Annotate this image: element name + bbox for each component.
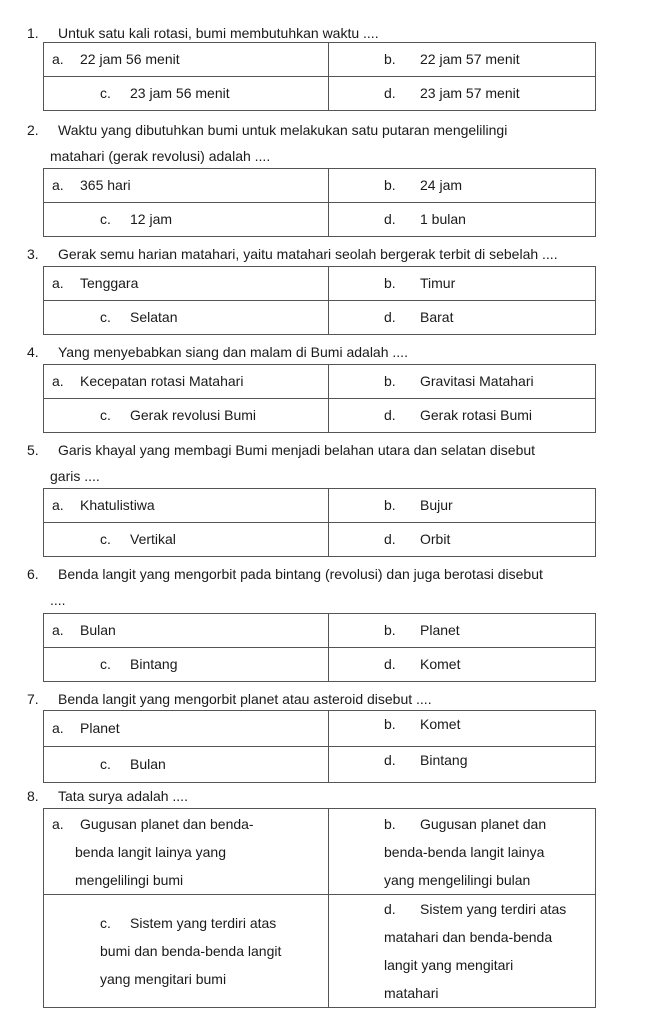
option-d[interactable] — [329, 526, 595, 553]
option-a-text: Planet — [80, 720, 120, 736]
question-text — [50, 437, 618, 489]
question-text-line2: .... — [50, 592, 66, 608]
option-a[interactable] — [44, 270, 328, 297]
option-a-text: 22 jam 56 menit — [80, 51, 180, 67]
option-b-text: Bujur — [420, 497, 453, 513]
option-a[interactable] — [44, 617, 328, 644]
option-b[interactable] — [329, 711, 595, 738]
option-c[interactable] — [44, 651, 328, 678]
option-c-line: yang mengitari bumi — [100, 971, 227, 987]
option-b-line: yang mengelilingi bulan — [384, 872, 531, 888]
option-letter: b. — [384, 497, 396, 513]
option-a[interactable] — [44, 172, 328, 199]
option-letter: b. — [384, 177, 396, 193]
option-a[interactable] — [44, 368, 328, 395]
question-text-line1: Garis khayal yang membagi Bumi menjadi belahan utara dan selatan disebut — [58, 442, 536, 458]
option-letter: b. — [384, 373, 396, 389]
option-b-text: 22 jam 57 menit — [420, 51, 520, 67]
option-a-text: Kecepatan rotasi Matahari — [80, 373, 244, 389]
question-text — [50, 561, 618, 613]
option-letter: d. — [384, 656, 396, 672]
option-letter: a. — [52, 275, 64, 291]
option-c-text: 12 jam — [130, 211, 173, 227]
question-text: Tata surya adalah .... — [58, 788, 188, 804]
question-text-line1: Waktu yang dibutuhkan bumi untuk melakukan satu putaran mengelilingi — [58, 122, 508, 138]
option-d-line: matahari dan benda-benda — [384, 929, 553, 945]
question-text-line2: garis .... — [50, 468, 100, 484]
option-d-text: 23 jam 57 menit — [420, 85, 520, 101]
question-number: 3. — [27, 246, 39, 262]
option-c-text: Gerak revolusi Bumi — [130, 407, 257, 423]
question-text — [50, 117, 618, 169]
option-letter: c. — [100, 309, 111, 325]
option-b-text: Timur — [420, 275, 456, 291]
option-letter: a. — [52, 497, 64, 513]
option-b-text: Gravitasi Matahari — [420, 373, 534, 389]
question-text: Benda langit yang mengorbit planet atau asteroid disebut .... — [58, 691, 432, 707]
options-table — [43, 42, 596, 111]
option-letter: d. — [384, 901, 396, 917]
question-text: Yang menyebabkan siang dan malam di Bumi adalah .... — [58, 344, 408, 360]
option-letter: a. — [52, 373, 64, 389]
option-a[interactable] — [44, 492, 328, 519]
question-number: 5. — [27, 442, 39, 458]
question-text: Untuk satu kali rotasi, bumi membutuhkan waktu .... — [58, 25, 379, 41]
option-letter: c. — [100, 915, 111, 931]
option-a-line: mengelilingi bumi — [75, 872, 184, 888]
option-letter: d. — [384, 531, 396, 547]
question-number: 4. — [27, 344, 39, 360]
option-c[interactable] — [44, 304, 328, 331]
option-d[interactable] — [329, 747, 595, 774]
option-b-line: benda-benda langit lainya — [384, 844, 545, 860]
option-b[interactable] — [329, 368, 595, 395]
option-letter: b. — [384, 275, 396, 291]
option-b-text: Komet — [420, 716, 461, 732]
option-a[interactable] — [44, 46, 328, 73]
question-number: 7. — [27, 691, 39, 707]
option-c-text: Vertikal — [130, 531, 176, 547]
option-letter: c. — [100, 407, 111, 423]
option-letter: c. — [100, 656, 111, 672]
option-d[interactable] — [329, 206, 595, 233]
option-letter: a. — [52, 622, 64, 638]
option-letter: b. — [384, 816, 396, 832]
option-a-text: Khatulistiwa — [80, 497, 155, 513]
option-a-text: Bulan — [80, 622, 116, 638]
option-letter: c. — [100, 211, 111, 227]
options-table — [43, 266, 596, 335]
option-d[interactable] — [329, 80, 595, 107]
option-d-text: Komet — [420, 656, 461, 672]
option-letter: a. — [52, 51, 64, 67]
option-c[interactable] — [44, 751, 328, 778]
options-table — [43, 364, 596, 433]
option-letter: b. — [384, 622, 396, 638]
question-number: 6. — [27, 566, 39, 582]
option-letter: c. — [100, 756, 111, 772]
option-b-text: 24 jam — [420, 177, 463, 193]
option-c-text: Bintang — [130, 656, 178, 672]
option-d-text: Barat — [420, 309, 454, 325]
options-table — [43, 613, 596, 682]
option-d-line: Sistem yang terdiri atas — [420, 901, 567, 917]
option-letter: b. — [384, 716, 396, 732]
options-table — [43, 488, 596, 557]
option-a-line: benda langit lainya yang — [75, 844, 227, 860]
option-b[interactable] — [329, 809, 595, 894]
options-table — [43, 808, 596, 1008]
option-d[interactable] — [329, 895, 595, 1007]
option-c[interactable] — [44, 526, 328, 553]
option-letter: d. — [384, 309, 396, 325]
question-number: 2. — [27, 122, 39, 138]
option-a[interactable] — [44, 809, 328, 894]
option-b-text: Planet — [420, 622, 460, 638]
option-letter: a. — [52, 177, 64, 193]
option-b[interactable] — [329, 46, 595, 73]
option-b[interactable] — [329, 172, 595, 199]
option-c-line: bumi dan benda-benda langit — [100, 943, 282, 959]
option-c-text: Selatan — [130, 309, 178, 325]
question-text-line1: Benda langit yang mengorbit pada bintang (revolusi) dan juga berotasi disebut — [58, 566, 543, 582]
option-d-text: 1 bulan — [420, 211, 466, 227]
option-letter: d. — [384, 85, 396, 101]
option-c[interactable] — [44, 80, 328, 107]
option-a[interactable] — [44, 715, 328, 742]
option-b-line: Gugusan planet dan — [420, 816, 547, 832]
option-d-line: langit yang mengitari — [384, 957, 514, 973]
option-c-line: Sistem yang terdiri atas — [130, 915, 277, 931]
option-d[interactable] — [329, 304, 595, 331]
option-letter: d. — [384, 407, 396, 423]
options-table — [43, 710, 596, 783]
option-letter: b. — [384, 51, 396, 67]
option-c-text: 23 jam 56 menit — [130, 85, 230, 101]
option-letter: c. — [100, 531, 111, 547]
option-b[interactable] — [329, 492, 595, 519]
option-d-text: Gerak rotasi Bumi — [420, 407, 533, 423]
option-d-text: Orbit — [420, 531, 451, 547]
option-letter: a. — [52, 816, 64, 832]
option-c[interactable] — [44, 909, 328, 993]
option-a-text: 365 hari — [80, 177, 131, 193]
option-c[interactable] — [44, 206, 328, 233]
option-c-text: Bulan — [130, 756, 166, 772]
question-number: 1. — [27, 25, 39, 41]
option-d[interactable] — [329, 402, 595, 429]
option-b[interactable] — [329, 270, 595, 297]
option-letter: d. — [384, 211, 396, 227]
question-text: Gerak semu harian matahari, yaitu matahari seolah bergerak terbit di sebelah .... — [58, 246, 558, 262]
option-c[interactable] — [44, 402, 328, 429]
option-letter: d. — [384, 752, 396, 768]
question-number: 8. — [27, 788, 39, 804]
option-a-text: Tenggara — [80, 275, 139, 291]
option-d-text: Bintang — [420, 752, 468, 768]
options-table — [43, 168, 596, 237]
question-text-line2: matahari (gerak revolusi) adalah .... — [50, 148, 271, 164]
option-a-line: Gugusan planet dan benda- — [80, 816, 254, 832]
option-d[interactable] — [329, 651, 595, 678]
option-d-line: matahari — [384, 985, 439, 1001]
option-b[interactable] — [329, 617, 595, 644]
option-letter: c. — [100, 85, 111, 101]
option-letter: a. — [52, 720, 64, 736]
